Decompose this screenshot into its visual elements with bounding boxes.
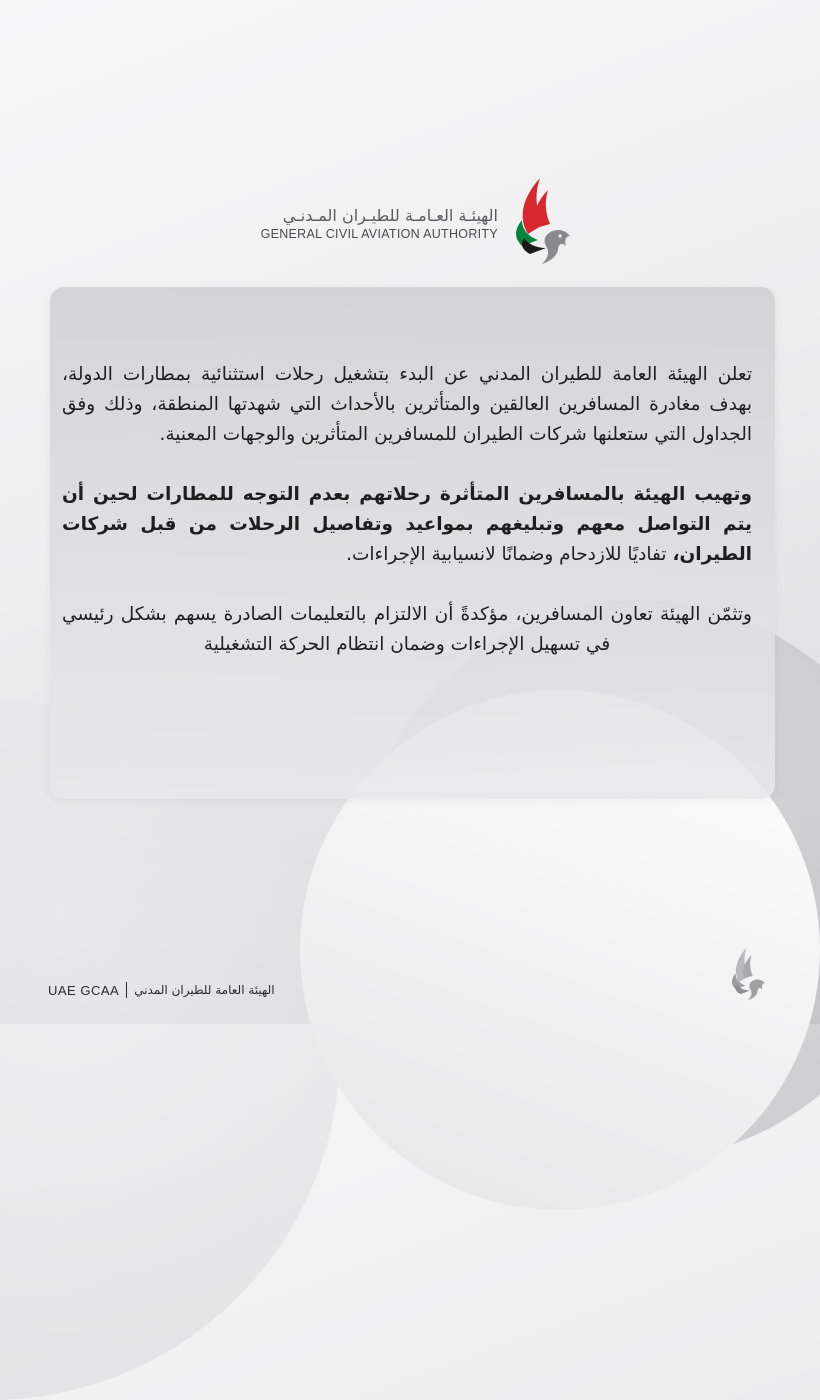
- statement-text: [62, 360, 752, 660]
- authority-name-arabic: الهيئـة العـامـة للطيـران المـدنـي: [282, 206, 498, 225]
- statement-paragraph-2-bold: وتهيب الهيئة بالمسافرين المتأثرة رحلاتهم بعدم التوجه للمطارات لحين أن يتم التواصل معهم وتبليغهم بمواعيد وتفاصيل الرحلات من قبل شركات الطيران،: [62, 484, 752, 565]
- falcon-red-feather-inner: [535, 190, 551, 228]
- footer-falcon-logo-icon: [727, 946, 771, 1002]
- authority-name: [261, 206, 498, 241]
- gcaa-header: [240, 176, 580, 266]
- authority-name-english: GENERAL CIVIL AVIATION AUTHORITY: [260, 227, 498, 241]
- statement-paragraph-1: تعلن الهيئة العامة للطيران المدني عن البدء بتشغيل رحلات استثنائية بمطارات الدولة، بهدف مغادرة المسافرين العالقين والمتأثرين بالأحداث التي شهدتها المنطقة، وذلك وفق الجداول التي ستعلنها شركات الطيران للمسافرين المتأثرين والوجهات المعنية.: [62, 364, 752, 445]
- statement-paragraph-2: [62, 480, 752, 570]
- footer-brand: [48, 976, 275, 1004]
- footer-divider: [126, 982, 127, 998]
- footer-brand-english: UAE GCAA: [48, 982, 120, 998]
- footer-brand-arabic: الهيئة العامة للطيران المدني: [134, 983, 275, 997]
- statement-paragraph-3: وتثمّن الهيئة تعاون المسافرين، مؤكدةً أن الالتزام بالتعليمات الصادرة يسهم بشكل رئيسي في تسهيل الإجراءات وضمان انتظام الحركة التشغيلية: [62, 604, 752, 655]
- falcon-head: [542, 230, 570, 264]
- statement-paragraph-2-regular: تفاديًا للازدحام وضمانًا لانسيابية الإجراءات.: [346, 544, 667, 565]
- gcaa-falcon-logo-icon: [508, 176, 580, 266]
- falcon-eye: [558, 234, 561, 237]
- background-arc-left: [0, 700, 340, 1400]
